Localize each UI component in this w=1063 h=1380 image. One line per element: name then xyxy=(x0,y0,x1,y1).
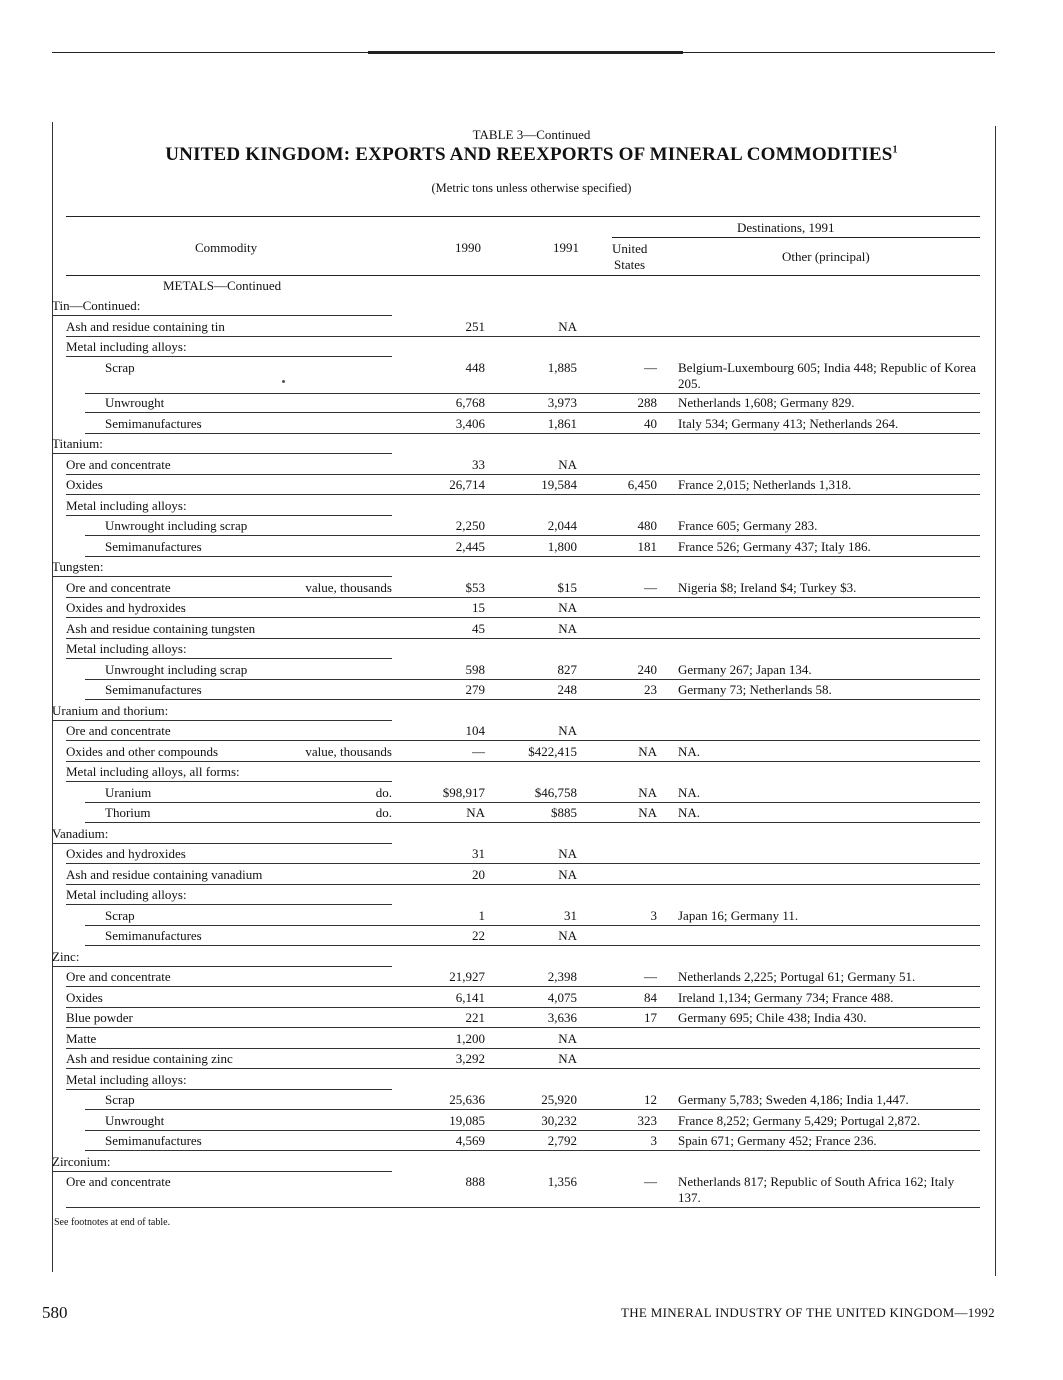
group-row xyxy=(0,824,1063,844)
united-states-cell: — xyxy=(644,579,657,595)
commodity-cell: Scrap xyxy=(105,907,135,923)
table-title-text: UNITED KINGDOM: EXPORTS AND REEXPORTS OF MINERAL COMMODITIES xyxy=(165,144,893,165)
commodity-cell: Unwrought xyxy=(105,1112,165,1128)
commodity-cell: Scrap xyxy=(105,359,135,375)
commodity-cell: Oxides xyxy=(66,477,103,492)
value-1991-cell: NA xyxy=(558,928,577,943)
other-destinations-cell: Germany 695; Chile 438; India 430. xyxy=(678,1010,867,1025)
other-destinations-cell: Netherlands 2,225; Portugal 61; Germany 51. xyxy=(678,969,916,984)
value-1990-cell: 251 xyxy=(465,318,485,334)
value-1990-cell: $53 xyxy=(465,579,485,595)
value-1990-cell: — xyxy=(472,743,485,759)
header-1991: 1991 xyxy=(553,240,579,255)
commodity-cell: Oxides xyxy=(66,989,103,1005)
other-destinations-cell: Germany 73; Netherlands 58. xyxy=(678,682,832,697)
table-row xyxy=(0,1008,1063,1028)
commodity-cell: Unwrought including scrap xyxy=(105,661,248,677)
value-1991-cell: NA xyxy=(558,1030,577,1046)
table-subtitle: (Metric tons unless otherwise specified) xyxy=(431,181,632,195)
unit-cell: value, thousands xyxy=(305,579,392,595)
other-destinations-cell: Netherlands 817; Republic of South Africa 162; Italy 137. xyxy=(678,1174,955,1205)
title-footnote-marker: 1 xyxy=(892,144,898,156)
value-1990-cell: 448 xyxy=(465,359,485,375)
running-title: THE MINERAL INDUSTRY OF THE UNITED KINGDOM—1992 xyxy=(621,1305,995,1320)
value-1991-cell: NA xyxy=(558,866,577,882)
commodity-cell: Titanium: xyxy=(52,436,103,451)
table-row xyxy=(0,1049,1063,1069)
table-row xyxy=(0,1070,1063,1090)
value-1991-cell: 1,356 xyxy=(547,1174,577,1189)
value-1991-cell: NA xyxy=(558,318,577,334)
united-states-cell: 12 xyxy=(644,1092,657,1107)
commodity-cell: Unwrought xyxy=(105,395,165,410)
group-row xyxy=(0,701,1063,721)
row-rule xyxy=(392,1207,980,1208)
table-row xyxy=(0,1111,1063,1131)
commodity-cell: Ash and residue containing vanadium xyxy=(66,866,263,882)
table-row xyxy=(0,578,1063,598)
value-1990-cell: 21,927 xyxy=(449,969,485,984)
united-states-cell: 40 xyxy=(644,415,657,431)
table-row xyxy=(0,1172,1063,1208)
commodity-cell: Oxides and hydroxides xyxy=(66,846,186,861)
table-row xyxy=(0,844,1063,864)
commodity-cell: Oxides and other compounds xyxy=(66,743,219,759)
other-destinations-cell: Germany 267; Japan 134. xyxy=(678,661,812,677)
value-1991-cell: 1,861 xyxy=(547,415,577,431)
other-destinations-cell: Nigeria $8; Ireland $4; Turkey $3. xyxy=(678,579,857,595)
table-row xyxy=(0,885,1063,905)
value-1990-cell: 279 xyxy=(465,682,485,697)
other-destinations-cell: France 526; Germany 437; Italy 186. xyxy=(678,538,871,554)
commodity-cell: Metal including alloys: xyxy=(66,641,187,656)
value-1990-cell: 4,569 xyxy=(455,1133,485,1148)
value-1990-cell: 31 xyxy=(472,846,485,861)
group-row xyxy=(0,1152,1063,1172)
united-states-cell: 240 xyxy=(637,661,657,677)
commodity-cell: Zirconium: xyxy=(52,1153,111,1169)
united-states-cell: 288 xyxy=(637,395,657,410)
commodity-cell: Metal including alloys: xyxy=(66,497,187,513)
value-1991-cell: 2,044 xyxy=(547,518,577,533)
commodity-cell: Ore and concentrate xyxy=(66,1174,171,1189)
value-1991-cell: 25,920 xyxy=(541,1092,577,1107)
value-1991-cell: 1,885 xyxy=(547,359,577,375)
commodity-cell: Blue powder xyxy=(66,1010,133,1025)
value-1990-cell: 3,292 xyxy=(455,1051,485,1066)
value-1990-cell: 20 xyxy=(472,866,485,882)
commodity-cell: Metal including alloys: xyxy=(66,887,187,902)
value-1990-cell: 22 xyxy=(472,928,485,943)
value-1990-cell: NA xyxy=(466,805,485,820)
other-destinations-cell: Belgium-Luxembourg 605; India 448; Republic of Korea 205. xyxy=(678,359,976,391)
value-1991-cell: 2,398 xyxy=(547,969,577,984)
table-row xyxy=(0,414,1063,434)
other-destinations-cell: France 8,252; Germany 5,429; Portugal 2,872. xyxy=(678,1112,921,1128)
table-row xyxy=(0,803,1063,823)
header-1990: 1990 xyxy=(455,240,481,255)
other-destinations-cell: France 2,015; Netherlands 1,318. xyxy=(678,477,852,492)
value-1991-cell: $15 xyxy=(557,579,577,595)
table-row xyxy=(0,337,1063,357)
table-label: TABLE 3—Continued xyxy=(472,127,591,142)
table-row xyxy=(0,783,1063,803)
value-1991-cell: $46,758 xyxy=(534,784,577,800)
united-states-cell: 23 xyxy=(644,682,657,697)
united-states-cell: — xyxy=(644,359,657,375)
commodity-cell: Matte xyxy=(66,1030,97,1046)
commodity-cell: Metal including alloys, all forms: xyxy=(66,764,240,779)
value-1990-cell: 3,406 xyxy=(455,415,485,431)
value-1991-cell: 31 xyxy=(564,907,577,923)
commodity-cell: Uranium xyxy=(105,784,152,800)
commodity-cell: Tungsten: xyxy=(52,559,104,574)
other-destinations-cell: NA. xyxy=(678,805,701,820)
commodity-cell: Ash and residue containing tungsten xyxy=(66,620,256,636)
value-1991-cell: NA xyxy=(558,620,577,636)
commodity-cell: Semimanufactures xyxy=(105,415,202,431)
commodity-cell: Semimanufactures xyxy=(105,1133,202,1148)
value-1990-cell: 26,714 xyxy=(449,477,485,492)
value-1991-cell: $422,415 xyxy=(528,743,577,759)
value-1991-cell: NA xyxy=(558,600,577,615)
united-states-cell: 3 xyxy=(650,907,657,923)
table-row xyxy=(0,1090,1063,1110)
table-row xyxy=(0,455,1063,475)
commodity-cell: Ore and concentrate xyxy=(66,723,171,738)
value-1990-cell: 221 xyxy=(465,1010,485,1025)
table-row xyxy=(0,619,1063,639)
table-row xyxy=(0,475,1063,495)
table-row xyxy=(0,358,1063,394)
value-1990-cell: 2,445 xyxy=(455,538,485,554)
value-1991-cell: 827 xyxy=(557,661,577,677)
header-other-principal: Other (principal) xyxy=(782,249,870,264)
value-1990-cell: 15 xyxy=(472,600,485,615)
united-states-cell: 84 xyxy=(644,989,657,1005)
value-1991-cell: 4,075 xyxy=(547,989,577,1005)
other-destinations-cell: NA. xyxy=(678,784,701,800)
value-1990-cell: $98,917 xyxy=(442,784,485,800)
table-row xyxy=(0,516,1063,536)
value-1990-cell: 25,636 xyxy=(449,1092,485,1107)
page-number: 580 xyxy=(42,1303,68,1322)
group-row xyxy=(0,557,1063,577)
commodity-cell: Ore and concentrate xyxy=(66,456,171,472)
table-row xyxy=(0,317,1063,337)
commodity-cell: Scrap xyxy=(105,1092,135,1107)
value-1990-cell: 1,200 xyxy=(455,1030,485,1046)
commodity-cell: Metal including alloys: xyxy=(66,339,187,354)
table-row xyxy=(0,926,1063,946)
scan-speck xyxy=(282,380,285,383)
commodity-cell: Tin—Continued: xyxy=(52,298,141,313)
commodity-cell: Metal including alloys: xyxy=(66,1071,187,1087)
commodity-cell: Ash and residue containing zinc xyxy=(66,1051,233,1066)
united-states-cell: — xyxy=(644,969,657,984)
header-united-states-2: States xyxy=(614,257,646,272)
commodity-cell: Thorium xyxy=(105,805,151,820)
united-states-cell: 181 xyxy=(637,538,657,554)
united-states-cell: 3 xyxy=(650,1133,657,1148)
united-states-cell: NA xyxy=(638,743,657,759)
value-1990-cell: 888 xyxy=(465,1174,485,1189)
other-destinations-cell: Japan 16; Germany 11. xyxy=(678,907,799,923)
table-row xyxy=(0,742,1063,762)
united-states-cell: NA xyxy=(638,805,657,820)
unit-cell: value, thousands xyxy=(305,743,392,759)
commodity-cell: Ore and concentrate xyxy=(66,969,171,984)
other-destinations-cell: Ireland 1,134; Germany 734; France 488. xyxy=(678,989,894,1005)
value-1991-cell: 2,792 xyxy=(547,1133,577,1148)
other-destinations-cell: NA. xyxy=(678,743,701,759)
table-row xyxy=(0,680,1063,700)
unit-cell: do. xyxy=(375,805,392,820)
value-1990-cell: 6,768 xyxy=(455,395,485,410)
value-1991-cell: 19,584 xyxy=(541,477,577,492)
value-1990-cell: 1 xyxy=(478,907,485,923)
commodity-cell: Oxides and hydroxides xyxy=(66,600,186,615)
table-row xyxy=(0,598,1063,618)
value-1990-cell: 33 xyxy=(472,456,485,472)
table-row xyxy=(0,1029,1063,1049)
commodity-cell: Semimanufactures xyxy=(105,928,202,943)
group-row xyxy=(0,434,1063,454)
header-united-states-1: United xyxy=(612,241,648,256)
table-row xyxy=(0,865,1063,885)
other-destinations-cell: Netherlands 1,608; Germany 829. xyxy=(678,395,855,410)
other-destinations-cell: France 605; Germany 283. xyxy=(678,518,818,533)
commodity-cell: Uranium and thorium: xyxy=(52,702,169,718)
commodity-cell: Zinc: xyxy=(52,948,80,964)
table-row xyxy=(0,906,1063,926)
value-1991-cell: NA xyxy=(558,456,577,472)
other-destinations-cell: Germany 5,783; Sweden 4,186; India 1,447. xyxy=(678,1092,909,1107)
table-row xyxy=(0,660,1063,680)
value-1990-cell: 6,141 xyxy=(455,989,485,1005)
other-destinations-cell: Spain 671; Germany 452; France 236. xyxy=(678,1133,877,1148)
footnote: See footnotes at end of table. xyxy=(54,1217,171,1228)
value-1991-cell: 3,636 xyxy=(547,1010,577,1025)
table-row xyxy=(0,967,1063,987)
value-1990-cell: 45 xyxy=(472,620,485,636)
value-1990-cell: 19,085 xyxy=(449,1112,485,1128)
group-row xyxy=(0,947,1063,967)
group-row xyxy=(0,296,1063,316)
value-1990-cell: 2,250 xyxy=(455,518,485,533)
commodity-cell: Ash and residue containing tin xyxy=(66,318,225,334)
header-commodity: Commodity xyxy=(195,240,258,255)
united-states-cell: NA xyxy=(638,784,657,800)
value-1990-cell: 104 xyxy=(465,723,485,738)
table-row xyxy=(0,537,1063,557)
united-states-cell: 323 xyxy=(637,1112,657,1128)
commodity-cell: Semimanufactures xyxy=(105,682,202,697)
value-1991-cell: NA xyxy=(558,846,577,861)
value-1991-cell: NA xyxy=(558,723,577,738)
commodity-cell: Unwrought including scrap xyxy=(105,518,248,533)
header-destinations: Destinations, 1991 xyxy=(737,220,835,235)
value-1990-cell: 598 xyxy=(465,661,485,677)
table-row xyxy=(0,721,1063,741)
commodity-cell: Ore and concentrate xyxy=(66,579,171,595)
united-states-cell: 6,450 xyxy=(627,477,657,492)
commodity-cell: Vanadium: xyxy=(52,825,109,841)
table-row xyxy=(0,393,1063,413)
table-row xyxy=(0,988,1063,1008)
united-states-cell: 480 xyxy=(637,518,657,533)
united-states-cell: — xyxy=(644,1174,657,1189)
value-1991-cell: $885 xyxy=(551,805,577,820)
united-states-cell: 17 xyxy=(644,1010,657,1025)
table-row xyxy=(0,639,1063,659)
other-destinations-cell: Italy 534; Germany 413; Netherlands 264. xyxy=(678,415,899,431)
section-heading: METALS—Continued xyxy=(163,278,282,293)
value-1991-cell: 30,232 xyxy=(541,1112,577,1128)
table-row xyxy=(0,762,1063,782)
table-row xyxy=(0,496,1063,516)
unit-cell: do. xyxy=(375,784,392,800)
value-1991-cell: 3,973 xyxy=(547,395,577,410)
commodity-cell: Semimanufactures xyxy=(105,538,202,554)
value-1991-cell: 1,800 xyxy=(547,538,577,554)
value-1991-cell: 248 xyxy=(557,682,577,697)
value-1991-cell: NA xyxy=(558,1051,577,1066)
row-rule-stub xyxy=(66,1207,392,1208)
table-row xyxy=(0,1131,1063,1151)
